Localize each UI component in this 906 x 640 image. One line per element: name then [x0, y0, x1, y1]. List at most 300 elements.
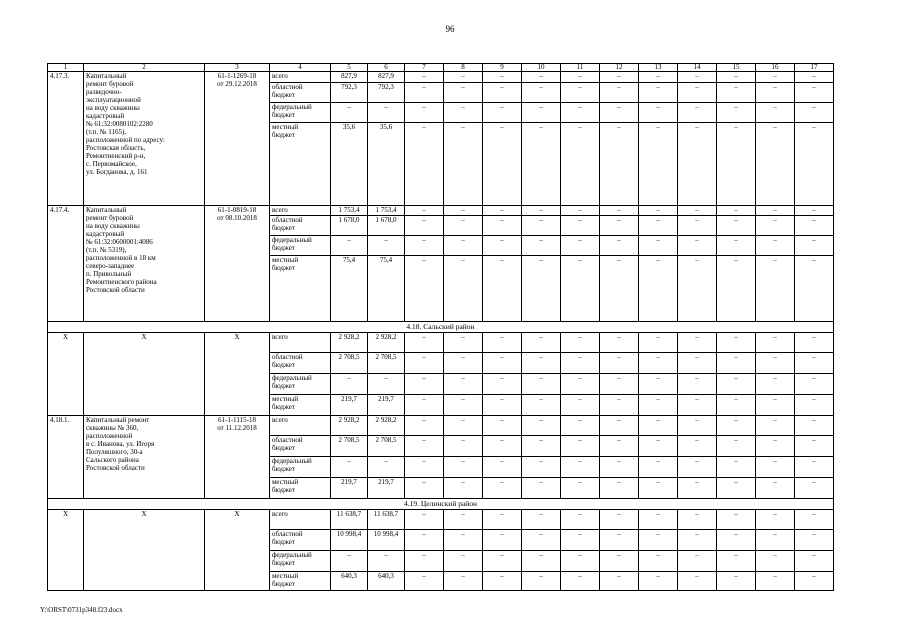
value-col7: – — [405, 236, 444, 256]
value-col16: – — [756, 551, 795, 572]
value-col7: – — [405, 530, 444, 551]
value-col9: – — [483, 374, 522, 395]
value-col9: – — [483, 236, 522, 256]
value-col7: – — [405, 206, 444, 216]
value-col8: – — [444, 216, 483, 236]
value-col16: – — [756, 206, 795, 216]
value-col13: – — [639, 206, 678, 216]
value-col5: – — [331, 374, 368, 395]
value-col6: 219,7 — [368, 395, 405, 416]
funding-source: областной бюджет — [270, 216, 331, 236]
value-col15: – — [717, 206, 756, 216]
value-col10: – — [522, 572, 561, 591]
value-col17: – — [795, 374, 834, 395]
section-row — [48, 322, 834, 333]
item-name: Х — [84, 510, 205, 591]
value-col16: – — [756, 216, 795, 236]
value-col12: – — [600, 236, 639, 256]
value-col5: – — [331, 236, 368, 256]
value-col8: – — [444, 236, 483, 256]
value-col6: 2 928,2 — [368, 416, 405, 436]
value-col6: 1 678,0 — [368, 216, 405, 236]
item-number: 4.18.1. — [48, 416, 84, 499]
value-col17: – — [795, 551, 834, 572]
value-col16: – — [756, 123, 795, 206]
value-col12: – — [600, 510, 639, 530]
value-col9: – — [483, 353, 522, 374]
value-col12: – — [600, 72, 639, 83]
item-name: Капитальный ремонт буровой на воду скважины кадастровый № 61:32:0600001:4086 (т.п. № 5319), расположенной в 18 км северо-западнее п. Привольный Ремонтненского района Ростовской области — [84, 206, 205, 322]
value-col5: 35,6 — [331, 123, 368, 206]
value-col9: – — [483, 478, 522, 499]
value-col16: – — [756, 572, 795, 591]
value-col16: – — [756, 436, 795, 457]
value-col6: 2 708,5 — [368, 353, 405, 374]
document-number: Х — [205, 333, 270, 416]
value-col13: – — [639, 395, 678, 416]
value-col5: 2 708,5 — [331, 353, 368, 374]
value-col10: – — [522, 123, 561, 206]
value-col5: 75,4 — [331, 256, 368, 322]
value-col14: – — [678, 572, 717, 591]
document-number: Х — [205, 510, 270, 591]
value-col15: – — [717, 353, 756, 374]
section-title: 4.18. Сальский район — [48, 322, 834, 333]
value-col13: – — [639, 256, 678, 322]
funding-source: федеральный бюджет — [270, 457, 331, 478]
value-col10: – — [522, 236, 561, 256]
item-number: Х — [48, 510, 84, 591]
value-col5: 792,3 — [331, 83, 368, 103]
file-path-footer: Y:\ORST\0731p348.f23.docx — [40, 606, 123, 614]
value-col9: – — [483, 416, 522, 436]
value-col15: – — [717, 530, 756, 551]
item-name: Х — [84, 333, 205, 416]
value-col7: – — [405, 72, 444, 83]
value-col15: – — [717, 374, 756, 395]
value-col15: – — [717, 436, 756, 457]
value-col5: 640,3 — [331, 572, 368, 591]
value-col16: – — [756, 353, 795, 374]
funding-source: всего — [270, 206, 331, 216]
table-row — [48, 72, 834, 83]
value-col8: – — [444, 333, 483, 353]
value-col6: – — [368, 374, 405, 395]
value-col13: – — [639, 416, 678, 436]
value-col11: – — [561, 83, 600, 103]
value-col9: – — [483, 457, 522, 478]
value-col13: – — [639, 530, 678, 551]
value-col7: – — [405, 333, 444, 353]
value-col11: – — [561, 436, 600, 457]
value-col17: – — [795, 416, 834, 436]
value-col13: – — [639, 551, 678, 572]
value-col10: – — [522, 83, 561, 103]
value-col6: 827,9 — [368, 72, 405, 83]
value-col12: – — [600, 395, 639, 416]
funding-source: местный бюджет — [270, 123, 331, 206]
section-row — [48, 499, 834, 510]
table-body — [48, 64, 834, 591]
value-col5: 827,9 — [331, 72, 368, 83]
value-col17: – — [795, 72, 834, 83]
value-col16: – — [756, 416, 795, 436]
value-col15: – — [717, 103, 756, 123]
value-col15: – — [717, 216, 756, 236]
value-col7: – — [405, 395, 444, 416]
value-col7: – — [405, 457, 444, 478]
value-col10: – — [522, 510, 561, 530]
item-number: 4.17.3. — [48, 72, 84, 206]
value-col7: – — [405, 123, 444, 206]
value-col14: – — [678, 236, 717, 256]
value-col11: – — [561, 551, 600, 572]
value-col8: – — [444, 572, 483, 591]
value-col10: – — [522, 436, 561, 457]
value-col11: – — [561, 510, 600, 530]
value-col17: – — [795, 236, 834, 256]
column-number-cell: 1 — [48, 64, 84, 72]
value-col11: – — [561, 333, 600, 353]
value-col5: 1 678,0 — [331, 216, 368, 236]
value-col8: – — [444, 436, 483, 457]
value-col7: – — [405, 353, 444, 374]
value-col6: – — [368, 103, 405, 123]
funding-source: местный бюджет — [270, 478, 331, 499]
value-col10: – — [522, 333, 561, 353]
value-col11: – — [561, 572, 600, 591]
value-col7: – — [405, 436, 444, 457]
value-col9: – — [483, 510, 522, 530]
value-col9: – — [483, 216, 522, 236]
value-col9: – — [483, 572, 522, 591]
value-col15: – — [717, 572, 756, 591]
value-col11: – — [561, 530, 600, 551]
value-col10: – — [522, 216, 561, 236]
value-col17: – — [795, 83, 834, 103]
value-col5: 219,7 — [331, 395, 368, 416]
value-col17: – — [795, 510, 834, 530]
document-number: 61-1-1115-18 от 11.12.2018 — [205, 416, 270, 499]
value-col7: – — [405, 103, 444, 123]
value-col17: – — [795, 572, 834, 591]
column-number-row — [48, 64, 834, 72]
column-number-cell: 9 — [483, 64, 522, 72]
value-col17: – — [795, 395, 834, 416]
funding-source: всего — [270, 416, 331, 436]
value-col6: – — [368, 236, 405, 256]
value-col7: – — [405, 374, 444, 395]
value-col10: – — [522, 256, 561, 322]
value-col5: – — [331, 551, 368, 572]
value-col12: – — [600, 256, 639, 322]
value-col6: 35,6 — [368, 123, 405, 206]
value-col14: – — [678, 478, 717, 499]
column-number-cell: 5 — [331, 64, 368, 72]
value-col8: – — [444, 103, 483, 123]
column-number-cell: 10 — [522, 64, 561, 72]
value-col7: – — [405, 510, 444, 530]
value-col16: – — [756, 236, 795, 256]
funding-source: местный бюджет — [270, 395, 331, 416]
value-col13: – — [639, 83, 678, 103]
value-col10: – — [522, 530, 561, 551]
value-col10: – — [522, 206, 561, 216]
table-row — [48, 206, 834, 216]
value-col14: – — [678, 530, 717, 551]
value-col11: – — [561, 123, 600, 206]
value-col16: – — [756, 256, 795, 322]
value-col5: – — [331, 103, 368, 123]
value-col8: – — [444, 551, 483, 572]
table-row — [48, 510, 834, 530]
value-col11: – — [561, 72, 600, 83]
value-col16: – — [756, 457, 795, 478]
value-col15: – — [717, 395, 756, 416]
value-col9: – — [483, 395, 522, 416]
value-col10: – — [522, 478, 561, 499]
column-number-cell: 15 — [717, 64, 756, 72]
value-col12: – — [600, 457, 639, 478]
value-col9: – — [483, 72, 522, 83]
value-col7: – — [405, 572, 444, 591]
value-col16: – — [756, 530, 795, 551]
value-col13: – — [639, 374, 678, 395]
budget-table — [47, 63, 834, 591]
value-col9: – — [483, 103, 522, 123]
value-col5: 2 928,2 — [331, 416, 368, 436]
value-col12: – — [600, 530, 639, 551]
value-col11: – — [561, 457, 600, 478]
funding-source: федеральный бюджет — [270, 236, 331, 256]
value-col10: – — [522, 103, 561, 123]
item-number: Х — [48, 333, 84, 416]
value-col8: – — [444, 83, 483, 103]
value-col12: – — [600, 123, 639, 206]
value-col13: – — [639, 216, 678, 236]
value-col5: 2 708,5 — [331, 436, 368, 457]
value-col12: – — [600, 436, 639, 457]
value-col14: – — [678, 216, 717, 236]
value-col17: – — [795, 206, 834, 216]
item-name: Капитальный ремонт буровой разведочно- эксплуатационной на воду скважины кадастровый № 61:32:0080102:2280 (т.п. № 1165), расположенной по адресу: Ростовская область, Ремонтненский р-н, с. Первомайское, ул. Богданова, д. 161 — [84, 72, 205, 206]
value-col8: – — [444, 72, 483, 83]
value-col11: – — [561, 256, 600, 322]
value-col10: – — [522, 374, 561, 395]
value-col14: – — [678, 395, 717, 416]
column-number-cell: 6 — [368, 64, 405, 72]
value-col9: – — [483, 333, 522, 353]
value-col5: 10 998,4 — [331, 530, 368, 551]
funding-source: всего — [270, 333, 331, 353]
document-number: 61-1-0819-18 от 08.10.2018 — [205, 206, 270, 322]
value-col17: – — [795, 436, 834, 457]
item-number: 4.17.4. — [48, 206, 84, 322]
value-col14: – — [678, 206, 717, 216]
value-col10: – — [522, 395, 561, 416]
value-col15: – — [717, 123, 756, 206]
value-col6: 792,3 — [368, 83, 405, 103]
value-col16: – — [756, 103, 795, 123]
value-col14: – — [678, 72, 717, 83]
value-col14: – — [678, 256, 717, 322]
value-col13: – — [639, 436, 678, 457]
page-number: 96 — [445, 24, 455, 34]
value-col13: – — [639, 236, 678, 256]
value-col10: – — [522, 416, 561, 436]
value-col14: – — [678, 551, 717, 572]
value-col13: – — [639, 333, 678, 353]
value-col8: – — [444, 478, 483, 499]
value-col7: – — [405, 256, 444, 322]
value-col9: – — [483, 123, 522, 206]
value-col13: – — [639, 72, 678, 83]
value-col8: – — [444, 416, 483, 436]
column-number-cell: 13 — [639, 64, 678, 72]
funding-source: всего — [270, 510, 331, 530]
document-number: 61-1-1269-18 от 29.12.2018 — [205, 72, 270, 206]
value-col10: – — [522, 457, 561, 478]
value-col13: – — [639, 457, 678, 478]
value-col11: – — [561, 374, 600, 395]
value-col12: – — [600, 572, 639, 591]
value-col15: – — [717, 416, 756, 436]
funding-source: всего — [270, 72, 331, 83]
value-col9: – — [483, 206, 522, 216]
value-col13: – — [639, 353, 678, 374]
value-col15: – — [717, 457, 756, 478]
value-col11: – — [561, 103, 600, 123]
value-col16: – — [756, 395, 795, 416]
value-col14: – — [678, 457, 717, 478]
value-col7: – — [405, 216, 444, 236]
value-col12: – — [600, 551, 639, 572]
value-col8: – — [444, 510, 483, 530]
value-col11: – — [561, 395, 600, 416]
funding-source: федеральный бюджет — [270, 374, 331, 395]
value-col12: – — [600, 103, 639, 123]
value-col6: – — [368, 457, 405, 478]
column-number-cell: 8 — [444, 64, 483, 72]
value-col13: – — [639, 123, 678, 206]
funding-source: областной бюджет — [270, 353, 331, 374]
value-col5: 2 928,2 — [331, 333, 368, 353]
value-col12: – — [600, 333, 639, 353]
value-col17: – — [795, 216, 834, 236]
value-col17: – — [795, 530, 834, 551]
value-col14: – — [678, 353, 717, 374]
column-number-cell: 3 — [205, 64, 270, 72]
value-col14: – — [678, 436, 717, 457]
value-col13: – — [639, 478, 678, 499]
funding-source: местный бюджет — [270, 256, 331, 322]
value-col15: – — [717, 72, 756, 83]
value-col15: – — [717, 510, 756, 530]
column-number-cell: 11 — [561, 64, 600, 72]
value-col11: – — [561, 416, 600, 436]
value-col14: – — [678, 374, 717, 395]
value-col6: – — [368, 551, 405, 572]
funding-source: областной бюджет — [270, 436, 331, 457]
value-col16: – — [756, 478, 795, 499]
value-col13: – — [639, 103, 678, 123]
value-col12: – — [600, 83, 639, 103]
column-number-cell: 17 — [795, 64, 834, 72]
value-col12: – — [600, 216, 639, 236]
value-col9: – — [483, 256, 522, 322]
value-col6: 640,3 — [368, 572, 405, 591]
column-number-cell: 12 — [600, 64, 639, 72]
value-col16: – — [756, 374, 795, 395]
value-col14: – — [678, 123, 717, 206]
value-col10: – — [522, 551, 561, 572]
column-number-cell: 14 — [678, 64, 717, 72]
funding-source: областной бюджет — [270, 83, 331, 103]
value-col16: – — [756, 83, 795, 103]
column-number-cell: 4 — [270, 64, 331, 72]
value-col8: – — [444, 395, 483, 416]
value-col6: 1 753,4 — [368, 206, 405, 216]
value-col14: – — [678, 510, 717, 530]
value-col10: – — [522, 353, 561, 374]
value-col5: 11 638,7 — [331, 510, 368, 530]
value-col16: – — [756, 510, 795, 530]
value-col15: – — [717, 256, 756, 322]
section-title: 4.19. Целинский район — [48, 499, 834, 510]
value-col11: – — [561, 206, 600, 216]
item-name: Капитальный ремонт скважины № 360, расположенной в с. Иванова, ул. Игоря Полуляшного, 30-а Сальского района Ростовской области — [84, 416, 205, 499]
value-col11: – — [561, 353, 600, 374]
value-col6: 10 998,4 — [368, 530, 405, 551]
value-col13: – — [639, 510, 678, 530]
value-col11: – — [561, 216, 600, 236]
value-col17: – — [795, 256, 834, 322]
value-col8: – — [444, 123, 483, 206]
funding-source: местный бюджет — [270, 572, 331, 591]
value-col15: – — [717, 333, 756, 353]
value-col15: – — [717, 478, 756, 499]
value-col6: 2 928,2 — [368, 333, 405, 353]
value-col9: – — [483, 530, 522, 551]
value-col9: – — [483, 436, 522, 457]
value-col12: – — [600, 206, 639, 216]
value-col16: – — [756, 333, 795, 353]
value-col8: – — [444, 353, 483, 374]
column-number-cell: 7 — [405, 64, 444, 72]
value-col12: – — [600, 478, 639, 499]
value-col14: – — [678, 83, 717, 103]
value-col15: – — [717, 236, 756, 256]
value-col14: – — [678, 416, 717, 436]
value-col13: – — [639, 572, 678, 591]
value-col11: – — [561, 236, 600, 256]
value-col17: – — [795, 123, 834, 206]
value-col5: – — [331, 457, 368, 478]
value-col6: 11 638,7 — [368, 510, 405, 530]
funding-source: федеральный бюджет — [270, 551, 331, 572]
value-col8: – — [444, 256, 483, 322]
column-number-cell: 2 — [84, 64, 205, 72]
value-col15: – — [717, 551, 756, 572]
value-col7: – — [405, 551, 444, 572]
funding-source: федеральный бюджет — [270, 103, 331, 123]
value-col17: – — [795, 353, 834, 374]
value-col11: – — [561, 478, 600, 499]
value-col12: – — [600, 374, 639, 395]
value-col10: – — [522, 72, 561, 83]
value-col15: – — [717, 83, 756, 103]
value-col8: – — [444, 374, 483, 395]
